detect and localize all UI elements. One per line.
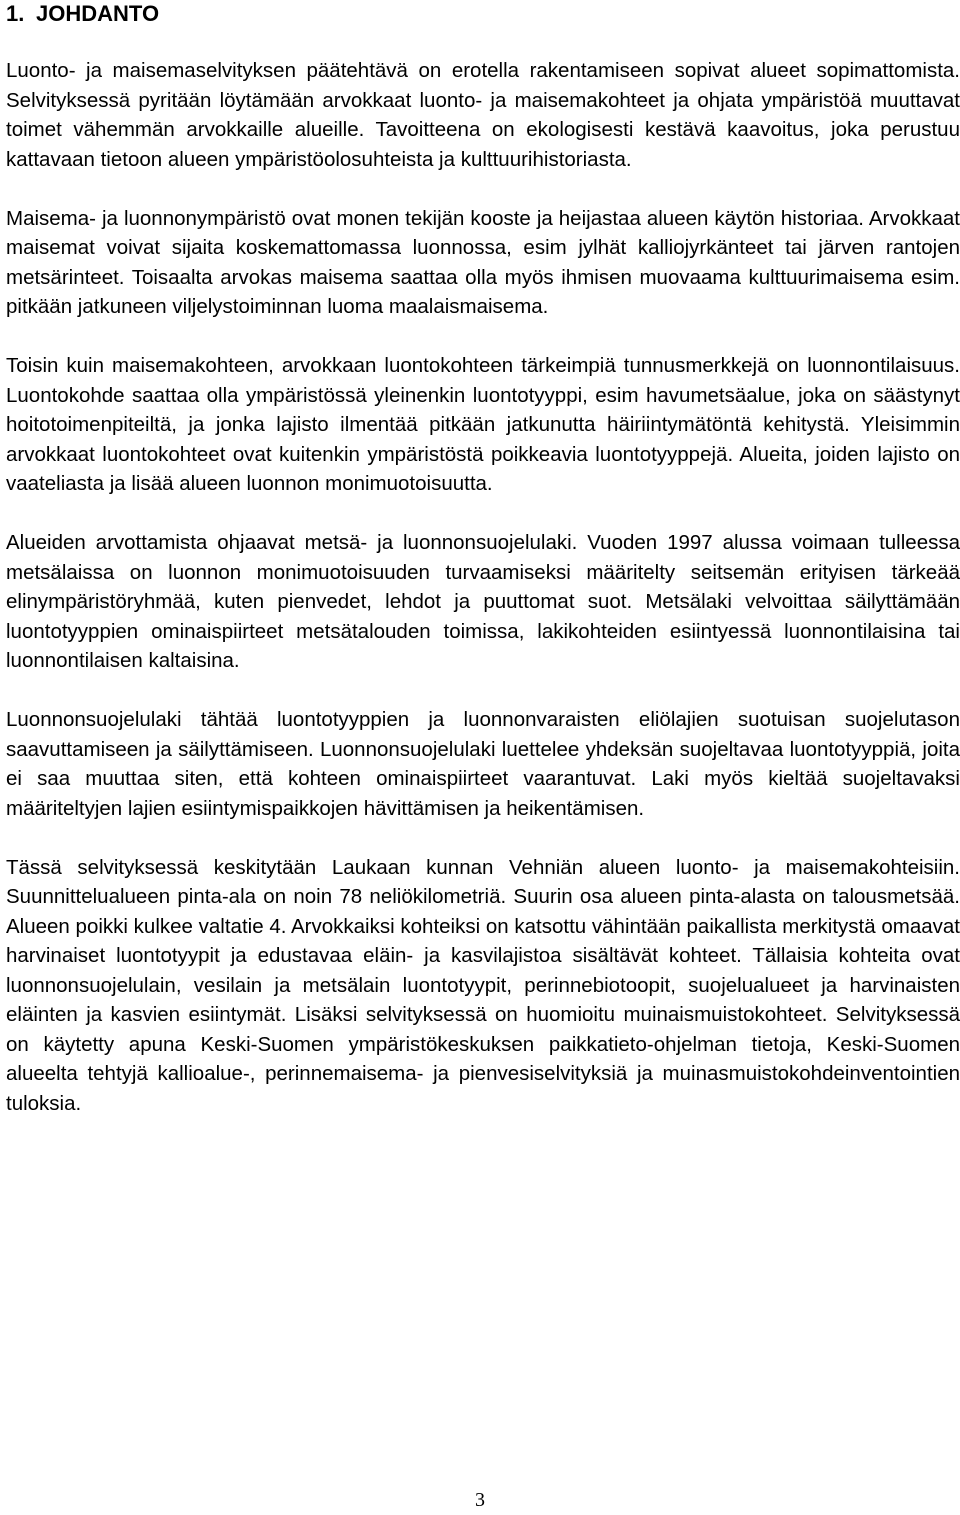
paragraph-forest-law: Alueiden arvottamista ohjaavat metsä- ja luonnonsuojelulaki. Vuoden 1997 alussa voimaan tulleessa metsälaissa on luonnon monimuotoisuuden turvaamiseksi määritelty seitsemän erityisen tärkeää elinympäristöryhmää, kuten pienvedet, lehdot ja puuttomat suot. Metsälaki velvoittaa säilyttämään luontotyyppien ominaispiirteet metsätalouden toimissa, lakikohteiden esiintyessä luonnontilaisina tai luonnontilaisen kaltaisina. [6, 531, 960, 672]
section-title: JOHDANTO [36, 1, 160, 26]
section-heading [6, 0, 960, 28]
paragraph-conservation-law: Luonnonsuojelulaki tähtää luontotyyppien ja luonnonvaraisten eliölajien suotuisan suojelutason saavuttamiseen ja säilyttämiseen. Luonnonsuojelulaki luettelee yhdeksän suojeltavaa luontotyyppiä, joita ei saa muuttaa siten, että kohteen ominaispiirteet vaarantuvat. Laki myös kieltää suojeltavaksi määriteltyjen lajien esiintymispaikkojen hävittämisen ja heikentämisen. [6, 708, 960, 820]
section-number: 1. [6, 1, 25, 26]
paragraph-nature-sites: Toisin kuin maisemakohteen, arvokkaan luontokohteen tärkeimpiä tunnusmerkkejä on luonnontilaisuus. Luontokohde saattaa olla ympäristössä yleinenkin luontotyyppi, esim havumetsäalue, joka on säästynyt hoitotoimenpiteiltä, ja jonka lajisto ilmentää pitkään jatkunutta häiriintymätöntä kehitystä. Yleisimmin arvokkaat luontokohteet ovat kuitenkin ympäristöstä poikkeavia luontotyyppejä. Alueita, joiden lajisto on vaateliasta ja lisää alueen luonnon monimuotoisuutta. [6, 354, 960, 495]
page-number: 3 [475, 1489, 485, 1511]
paragraph-study-area: Tässä selvityksessä keskitytään Laukaan kunnan Vehniän alueen luonto- ja maisemakohteisiin. Suunnittelualueen pinta-ala on noin 78 neliökilometriä. Suurin osa alueen pinta-alasta on talousmetsää. Alueen poikki kulkee valtatie 4. Arvokkaiksi kohteiksi on katsottu vähintään paikallista merkitystä omaavat harvinaiset luontotyypit ja edustavaa eläin- ja kasvilajistoa sisältävät kohteet. Tällaisia kohteita ovat luonnonsuojelulain, vesilain ja metsälain luontotyypit, perinnebiotoopit, suojelualueet ja harvinaisten eläinten ja kasvien esiintymät. Lisäksi selvityksessä on huomioitu muinaismuistokohteet. Selvityksessä on käytetty apuna Keski-Suomen ympäristökeskuksen paikkatieto-ohjelman tietoja, Keski-Suomen alueelta tehtyjä kallioalue-, perinnemaisema- ja pienvesiselvityksiä ja muinasmuistokohdeinventointien tuloksia. [6, 855, 960, 1115]
document-page [6, 0, 960, 1515]
paragraph-landscape: Maisema- ja luonnonympäristö ovat monen tekijän kooste ja heijastaa alueen käytön historiaa. Arvokkaat maisemat voivat sijaita koskemattomassa luonnossa, esim jylhät kalliojyrkänteet tai järven rantojen metsärinteet. Toisaalta arvokas maisema saattaa olla myös ihmisen muovaama kulttuurimaisema esim. pitkään jatkuneen viljelystoiminnan luoma maalaismaisema. [6, 206, 960, 318]
paragraph-purpose: Luonto- ja maisemaselvityksen päätehtävä on erotella rakentamiseen sopivat alueet sopimattomista. Selvityksessä pyritään löytämään arvokkaat luonto- ja maisemakohteet ja ohjata ympäristöä muuttavat toimet vähemmän arvokkaille alueille. Tavoitteena on ekologisesti kestävä kaavoitus, joka perustuu kattavaan tietoon alueen ympäristöolosuhteista ja kulttuurihistoriasta. [6, 59, 960, 171]
